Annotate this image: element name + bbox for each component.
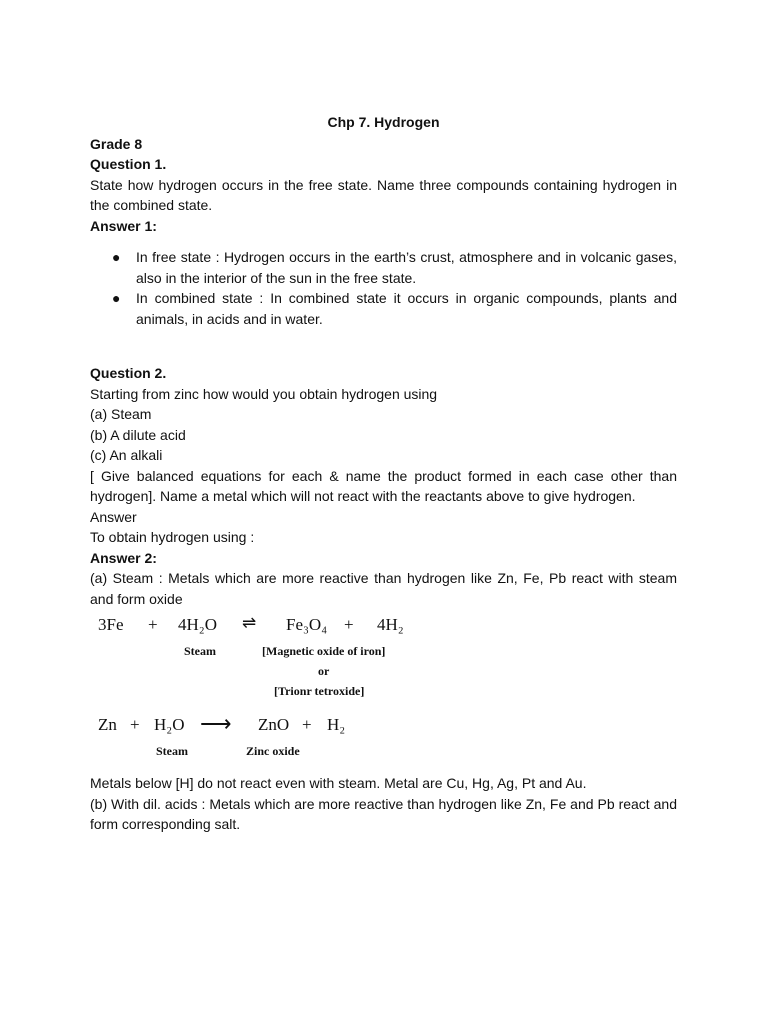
- answer-1-heading: Answer 1:: [90, 217, 157, 234]
- question-1-text: State how hydrogen occurs in the free state. Name three compounds containing hydrogen in the combined state.: [90, 176, 677, 213]
- question-2-line: Starting from zinc how would you obtain hydrogen using: [90, 385, 438, 402]
- eq-plus: +: [130, 715, 140, 734]
- bullet-icon: ●: [112, 290, 121, 306]
- list-item-text: In free state : Hydrogen occurs in the earth’s crust, atmosphere and in volcanic gases, also in the interior of the sun in the free state.: [136, 249, 677, 286]
- eq-arrow: ⟶: [200, 711, 232, 736]
- document-page: [90, 112, 677, 835]
- question-2-line: (c) An alkali: [90, 447, 163, 463]
- equation-iron-steam: [90, 615, 677, 715]
- part-a-text: (a) Steam : Metals which are more reactive than hydrogen like Zn, Fe, Pb react with steam and form oxide: [90, 570, 677, 607]
- eq-label: [Magnetic oxide of iron]: [262, 644, 386, 658]
- question-2-line: (b) A dilute acid: [90, 426, 186, 443]
- obtain-line: To obtain hydrogen using :: [90, 529, 255, 545]
- eq-label: Steam: [184, 644, 216, 658]
- eq-reactant: H₂O: [154, 715, 185, 734]
- question-1-heading: Question 1.: [90, 156, 167, 172]
- eq-plus: +: [302, 715, 312, 734]
- eq-label: Zinc oxide: [246, 744, 300, 758]
- eq-reactant: 4H₂O: [178, 615, 217, 634]
- answer-2-heading: Answer 2:: [90, 549, 157, 566]
- question-2-line: (a) Steam: [90, 406, 152, 422]
- eq-label: Steam: [156, 744, 188, 758]
- grade-label: Grade 8: [90, 135, 143, 152]
- list-item: [90, 288, 677, 329]
- question-2-heading: Question 2.: [90, 365, 167, 381]
- answer-1-list: [90, 247, 677, 329]
- eq-reversible-arrow: ⇌: [242, 613, 257, 632]
- list-item-text: In combined state : In combined state it occurs in organic compounds, plants and animals, in acids and in water.: [136, 290, 677, 327]
- eq-plus: +: [148, 615, 158, 634]
- bullet-icon: ●: [112, 249, 121, 265]
- part-b-text: (b) With dil. acids : Metals which are more reactive than hydrogen like Zn, Fe and Pb react and form corresponding salt.: [90, 795, 677, 832]
- page-title: Chp 7. Hydrogen: [327, 114, 440, 130]
- eq-reactant: Zn: [98, 715, 117, 734]
- eq-reactant: 3Fe: [98, 615, 124, 634]
- question-2-instruction: [ Give balanced equations for each & name the product formed in each case other than hydrogen]. Name a metal which will not react with the reactants above to give hydrogen.: [90, 467, 677, 504]
- eq-label: or: [318, 664, 330, 678]
- list-item: [90, 247, 677, 288]
- eq-plus: +: [344, 615, 354, 634]
- eq-product: Fe₃O₄: [286, 615, 328, 634]
- eq-label: [Trionr tetroxide]: [274, 684, 365, 698]
- answer-word: Answer: [90, 508, 137, 525]
- equation-zinc-steam: [90, 711, 677, 765]
- eq-product: 4H₂: [377, 615, 404, 634]
- spacer: [90, 329, 677, 363]
- metals-below-h-text: Metals below [H] do not react even with steam. Metal are Cu, Hg, Ag, Pt and Au.: [90, 775, 587, 791]
- eq-product: H₂: [327, 715, 346, 734]
- eq-product: ZnO: [258, 715, 290, 734]
